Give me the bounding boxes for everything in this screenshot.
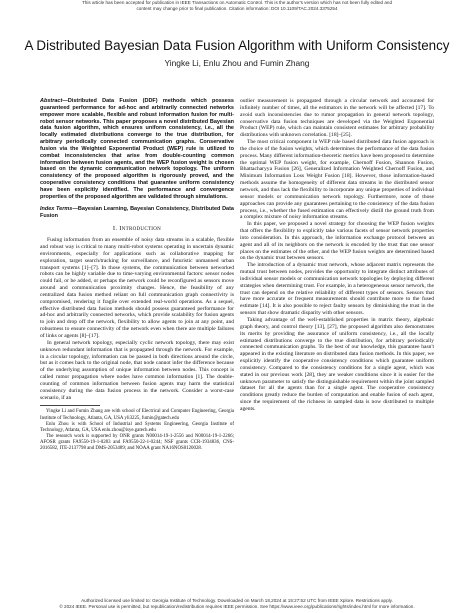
intro-paragraph-1: Fusing information from an ensemble of noisy data streams in a scalable, flexible and robust way is critical to many multi-robot systems operating in uncertain dynamic environments, especially for applications such as collaborative mapping for exploration, target search/tracking for surveillance, and futuristic unmanned urban transport systems [1]–[7]. In those systems, the communication between networked robots can be highly variable due to time-varying environmental factors: sensor nodes could fail, or be added, or perhaps the network could be reconfigured as sensors move around and communication proximity changes. Hence, the feasibility of any centralized data fusion method reliant on full communication graph connectivity is compromised, rendering it fragile over extended real-world operations. As a sequel, effective distributed data fusion methods should possess guaranteed performance for ad-hoc and arbitrarily connected networks, which provide scalability for fusion agents to join and drop off the network, flexibility to allow agents to join at any point, and robustness to ensure connectivity of the network even when there are multiple failures of links or agents [8]–[17]. (40, 237, 234, 339)
index-terms-text: —Bayesian Learning, Bayesian Consistency, Distributed Data Fusion (40, 205, 234, 219)
right-paragraph-4: The introduction of a dynamic trust network, whose adjacent matrix represents the mutual trust between nodes, provides the opportunity to integrate distinct attributes of individual sensor models or communication network topologies by deploying different strategies when determining trust. For example, in a heterogeneous sensor network, the trust can depend on the relative reliability of different types of sensors. Sensors that have more accurate or frequent measurements should contribute more to the fused estimate [14]. It is also possible to reject faulty sensors by diminishing the trust in the sensors that show dramatic disparity with other sensors. (240, 262, 434, 317)
right-column (240, 98, 434, 413)
abstract-lead: Abstract (40, 98, 63, 104)
right-paragraph-5: Taking advantage of the well-established properties in matrix theory, algebraic graph theory, and control theory [13], [27], the proposed algorithm also demonstrates its merits by providing the assurance of uniform consistency, i.e., all the locally estimated distributions converge to the true distribution, for arbitrary periodically connected communication graphs. To the best of our knowledge, this guarantee hasn't appeared in the existing literature on distributed data fusion methods. In this paper, we explicitly identify the cooperative consistency conditions which guarantee uniform consistency. Compared to the consistency conditions for a single agent, which was stated in our previous work [28], they are weaker conditions since it is easier for the unknown parameter to satisfy the distinguishable requirement within the joint sampled dataset for all the agents than for a single agent. The cooperative consistency conditions greatly reduce the burden of computation and enable fusion of each agent, since the requirement of the richness in sampled data is now distributed to multiple agents. (240, 317, 434, 412)
abstract-text: —Distributed Data Fusion (DDF) methods which possess guaranteed performance for ad-hoc and arbitrarily connected networks empower more scalable, flexible and robust information fusion for multi-robot sensor networks. This paper proposes a novel distributed Bayesian data fusion algorithm, which ensures uniform consistency, i.e., all the locally estimated distributions converge to the true distribution, for arbitrary periodically connected communication graphs. Conservative fusion via the Weighted Exponential Product (WEP) rule is utilized to combat inconsistencies that arise from double-counting common information between fusion agents, and the WEP fusion weight is chosen based on the dynamic communication network topology. The uniform consistency of the proposed algorithm is rigorously proved, and the cooperative consistency conditions that guarantee uniform consistency have been explicitly identified. The performance and convergence properties of the proposed algorithm are validated through simulations. (40, 98, 234, 200)
paper-authors: Yingke Li, Enlu Zhou and Fumin Zhang (164, 58, 310, 68)
left-column (40, 98, 234, 452)
right-paragraph-2: The most critical component in WEP rule based distributed data fusion approach is the choice of the fusion weights, which determines the performance of the data fusion process. Many different information-theoretic metrics have been proposed to determine the optimal WEP fusion weight, for example, Chernoff Fusion, Shannon Fusion, Bhattacharyya Fusion [26], Generalized Information Weighted Chernoff Fusion, and Minimum Information Loss Weight Fusion [18]. However, those information-based methods assume the homogeneity of different data streams in the distributed sensor network, and thus lack the flexibility to incorporate any unique properties of individual sensor models or communication network topology. Furthermore, none of those approaches can provide any guarantees pertaining to the consistency of the data fusion process, i.e., whether the fused estimation can effectively distill the ground truth from a complex mixture of noisy information streams. (240, 139, 434, 221)
index-terms (40, 206, 234, 220)
section-heading-introduction: I. Introduction (112, 225, 162, 233)
notice-bottom-line-2: © 2024 IEEE. Personal use is permitted, but republication/redistribution requires IEEE permission. See https://www.ieee.org/publications/rights/index.html for more information. (59, 604, 415, 609)
notice-bottom-line-1: Authorized licensed use limited to: Georgia Institute of Technology. Downloaded on March 18,2024 at 15:27:52 UTC from IEEE Xplore. Restrictions apply. (81, 598, 393, 603)
footnote-affiliation-2: Enlu Zhou is with School of Industrial and Systems Engineering, Georgia Institute of Technology, Atlanta, GA, USA enlu.zhou@isye.gatech.edu (40, 421, 234, 433)
paper-title: A Distributed Bayesian Data Fusion Algorithm with Uniform Consistency (24, 38, 450, 53)
notice-top-line-1: This article has been accepted for publication in IEEE Transactions on Automatic Control. This is the author's version which has not been fully edited and (81, 0, 393, 5)
publication-notice-bottom (0, 598, 474, 610)
publication-notice-top (0, 0, 474, 12)
footnote-funding: The research work is supported by ONR grants N00014-19-1-2556 and N00014-19-1-2266; AFOSR grants FA9550-19-1-0283 and FA9550-22-1-0244; NSF grants CCR-1934836, CNS-2016582, ITE-2137798 and DMS-2053489; and NOAA grant NA16NOS0120028. (40, 433, 234, 451)
intro-paragraph-2: In general network topology, especially cyclic network topology, there may exist unknown redundant information that is propagated through the network. For example, in a circular topology, information can be passed in both directions around the circle, but as it comes back to the original node, that node cannot infer the difference because of the underlying assumption of unique information between nodes. This concept is called rumor propagation where nodes have common information [1]. The double-counting of common information between fusion agents may harm the statistical consistency during the data fusion process in the network. Consider a worst-case scenario, if an (40, 339, 234, 401)
right-paragraph-3: In this paper, we proposed a novel strategy for choosing the WEP fusion weights that offers the flexibility to explicitly take various facets of sensor network properties into consideration. In this approach, the information exchange protocol between an agent and all of its neighbors on the network is encoded by the trust that one sensor places on the estimates of the other, and the WEP fusion weights are determined based on the dynamic trust between sensors. (240, 221, 434, 262)
footnote-divider (40, 405, 100, 406)
notice-top-line-2: content may change prior to final publication. Citation information: DOI 10.1109/TAC.2024.3375254 (136, 6, 338, 11)
right-paragraph-1: outlier measurement is propagated through a circular network and accounted for infinitely number of times, all the estimators in the network will be affected [17]. To avoid such inconsistencies due to rumor propagation in general network topology, conservative data fusion techniques are developed via the Weighted Exponential Product (WEP) rule, which can maintain consistent estimates for arbitrary probability distributions with unknown correlation. [18]–[25]. (240, 98, 434, 139)
footnote-affiliation-1: Yingke Li and Fumin Zhang are with school of Electrical and Computer Engineering, Georgia Institute of Technology, Atlanta, GA, USA yli3225, fumin@gatech.edu (40, 409, 234, 421)
abstract (40, 98, 234, 201)
index-terms-lead: Index Terms (40, 205, 73, 212)
